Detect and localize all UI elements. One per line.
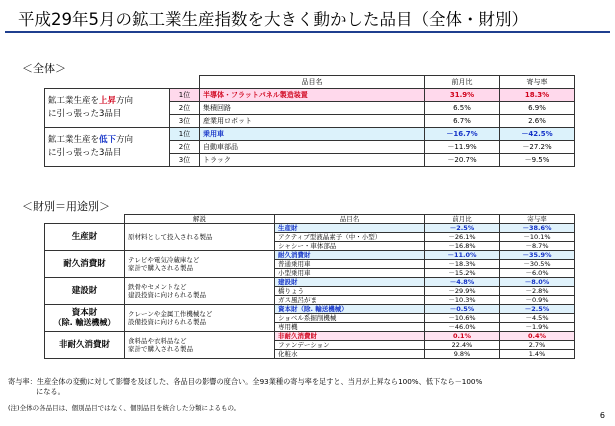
contrib-cell: 2.6% (500, 115, 575, 128)
contrib-cell: －2.5% (500, 305, 575, 314)
table-row (45, 332, 575, 341)
header-contrib: 寄与率 (500, 215, 575, 224)
goods-category: 建設財 (45, 278, 125, 305)
table-row (45, 89, 575, 102)
item-name-cell: ガス風呂がま (275, 296, 425, 305)
item-name-cell: 集積回路 (200, 102, 425, 115)
contrib-cell: －0.9% (500, 296, 575, 305)
overall-table-header (45, 76, 575, 89)
contrib-cell: －8.7% (500, 242, 575, 251)
item-name-cell: 生産財 (275, 224, 425, 233)
mom-cell: －29.9% (425, 287, 500, 296)
item-name-cell: シャシー・車体部品 (275, 242, 425, 251)
goods-category: 耐久消費財 (45, 251, 125, 278)
item-name-cell: 普通乗用車 (275, 260, 425, 269)
rank-cell: 2位 (170, 102, 200, 115)
contrib-cell: －6.0% (500, 269, 575, 278)
table-row (45, 128, 575, 141)
item-name-cell: 資本財（除. 輸送機械） (275, 305, 425, 314)
mom-cell: 0.1% (425, 332, 500, 341)
rank-cell: 1位 (170, 128, 200, 141)
contrib-cell: 6.9% (500, 102, 575, 115)
item-name-cell: ショベル系掘削機械 (275, 314, 425, 323)
contrib-cell: －9.5% (500, 154, 575, 167)
item-name-cell: トラック (200, 154, 425, 167)
mom-cell: －11.0% (425, 251, 500, 260)
item-name-cell: 産業用ロボット (200, 115, 425, 128)
goods-explanation: 鉄骨やセメントなど 建設投資に向けられる製品 (125, 278, 275, 305)
item-name-cell: 半導体・フラットパネル製造装置 (200, 89, 425, 102)
contrib-cell: 2.7% (500, 341, 575, 350)
header-mom: 前月比 (425, 215, 500, 224)
contrib-cell: 0.4% (500, 332, 575, 341)
item-name-cell: ファンデーション (275, 341, 425, 350)
goods-category: 生産財 (45, 224, 125, 251)
mom-cell: －2.5% (425, 224, 500, 233)
contrib-cell: －2.8% (500, 287, 575, 296)
item-name-cell: 耐久消費財 (275, 251, 425, 260)
table-row (45, 251, 575, 260)
goods-explanation: テレビや電気冷蔵庫など 家計で購入される製品 (125, 251, 275, 278)
mom-cell: 6.7% (425, 115, 500, 128)
overall-table (44, 75, 575, 167)
header-contrib: 寄与率 (500, 76, 575, 89)
contrib-cell: －10.1% (500, 233, 575, 242)
table-row (45, 278, 575, 287)
contrib-cell: －38.6% (500, 224, 575, 233)
rank-cell: 1位 (170, 89, 200, 102)
contrib-cell: －1.9% (500, 323, 575, 332)
mom-cell: －0.5% (425, 305, 500, 314)
mom-cell: －20.7% (425, 154, 500, 167)
item-name-cell: 化粧水 (275, 350, 425, 359)
item-name-cell: 自動車部品 (200, 141, 425, 154)
goods-category: 非耐久消費財 (45, 332, 125, 359)
item-name-cell: 建設財 (275, 278, 425, 287)
mom-cell: －46.0% (425, 323, 500, 332)
contrib-cell: －4.5% (500, 314, 575, 323)
item-name-cell: 小型乗用車 (275, 269, 425, 278)
header-item-name: 品目名 (275, 215, 425, 224)
contrib-cell: 18.3% (500, 89, 575, 102)
contrib-cell: 1.4% (500, 350, 575, 359)
rank-cell: 2位 (170, 141, 200, 154)
goods-category: 資本財 （除. 輸送機械） (45, 305, 125, 332)
item-name-cell: アクティブ型液晶素子（中・小型） (275, 233, 425, 242)
mom-cell: －11.9% (425, 141, 500, 154)
mom-cell: 22.4% (425, 341, 500, 350)
contrib-cell: －8.0% (500, 278, 575, 287)
up-description: 鉱工業生産を上昇方向 に引っ張った3品目 (45, 89, 170, 128)
by-goods-table-header (45, 215, 575, 224)
contrib-cell: －27.2% (500, 141, 575, 154)
goods-explanation: 食料品や衣料品など 家計で購入される製品 (125, 332, 275, 359)
note-footnote: (注)全体の各品目は、個別品目ではなく、個別品目を統合した分類によるもの。 (8, 404, 241, 412)
header-mom: 前月比 (425, 76, 500, 89)
mom-cell: －16.8% (425, 242, 500, 251)
contrib-cell: －42.5% (500, 128, 575, 141)
contrib-cell: －30.5% (500, 260, 575, 269)
item-name-cell: 非耐久消費財 (275, 332, 425, 341)
rank-cell: 3位 (170, 115, 200, 128)
section-overall-label: ＜全体＞ (22, 62, 66, 75)
mom-cell: 31.9% (425, 89, 500, 102)
mom-cell: 6.5% (425, 102, 500, 115)
by-goods-table (44, 214, 575, 359)
item-name-cell: 乗用車 (200, 128, 425, 141)
goods-explanation: クレーンや金属工作機械など 設備投資に向けられる製品 (125, 305, 275, 332)
rank-cell: 3位 (170, 154, 200, 167)
title-divider (5, 31, 610, 33)
section-by-goods-label: ＜財別＝用途別＞ (22, 200, 110, 213)
page-number: 6 (599, 411, 605, 420)
mom-cell: －18.3% (425, 260, 500, 269)
header-item-name: 品目名 (200, 76, 425, 89)
contrib-cell: －35.9% (500, 251, 575, 260)
note-contribution: 寄与率：生産全体の変動に対して影響を及ぼした、各品目の影響の度合い。全93業種の寄与率を足すと、当月が上昇なら100%、低下なら－100% になる。 (8, 377, 483, 396)
mom-cell: －10.3% (425, 296, 500, 305)
mom-cell: －4.8% (425, 278, 500, 287)
item-name-cell: 専用機 (275, 323, 425, 332)
item-name-cell: 橋りょう (275, 287, 425, 296)
mom-cell: －10.6% (425, 314, 500, 323)
header-explanation: 解説 (125, 215, 275, 224)
mom-cell: －15.2% (425, 269, 500, 278)
mom-cell: 9.8% (425, 350, 500, 359)
mom-cell: －16.7% (425, 128, 500, 141)
mom-cell: －26.1% (425, 233, 500, 242)
goods-explanation: 原材料として投入される製品 (125, 224, 275, 251)
table-row (45, 224, 575, 233)
table-row (45, 305, 575, 314)
page-title: 平成29年5月の鉱工業生産指数を大きく動かした品目（全体・財別） (18, 10, 528, 29)
down-description: 鉱工業生産を低下方向 に引っ張った3品目 (45, 128, 170, 167)
